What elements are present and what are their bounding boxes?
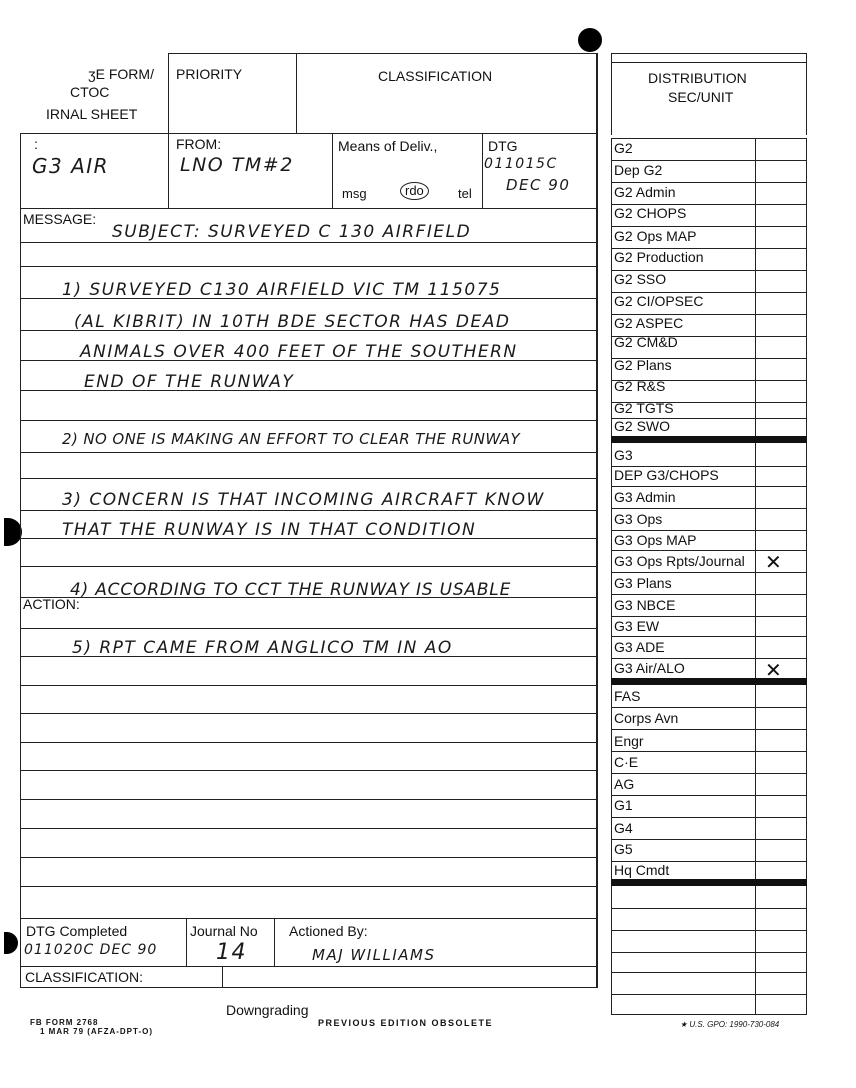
dist-item-g2-plans: G2 Plans — [614, 357, 672, 373]
dist-item-ag: AG — [614, 776, 635, 792]
dist-item-g3-ade: G3 ADE — [614, 639, 665, 655]
form-title-line3: IRNAL SHEET — [46, 106, 138, 122]
dist-item-g2-tgts: G2 TGTS — [614, 400, 674, 416]
dtg-completed-label: DTG Completed — [26, 923, 128, 939]
priority-label: PRIORITY — [176, 66, 243, 82]
dist-item-g1: G1 — [614, 797, 633, 813]
actioned-by-value: MAJ WILLIAMS — [312, 946, 436, 964]
dist-item-ce: C·E — [614, 754, 639, 770]
action-label: ACTION: — [23, 596, 80, 612]
dist-item-g2-sso: G2 SSO — [614, 271, 667, 287]
dist-item-g3: G3 — [614, 447, 633, 463]
means-rdo — [400, 182, 429, 200]
message-label: MESSAGE: — [23, 211, 97, 227]
dist-item-hq-cmdt: Hq Cmdt — [614, 862, 670, 878]
dist-item-corps-avn: Corps Avn — [614, 710, 679, 726]
dist-item-g2: G2 — [614, 140, 633, 156]
message-line-6: 3) CONCERN IS THAT INCOMING AIRCRAFT KNOW — [62, 490, 545, 510]
dtg-value-line2: DEC 90 — [506, 176, 571, 194]
distribution-label: DISTRIBUTION — [648, 70, 747, 86]
message-subject: SUBJECT: SURVEYED C 130 AIRFIELD — [112, 222, 472, 242]
previous-edition-note: PREVIOUS EDITION OBSOLETE — [318, 1018, 494, 1028]
message-line-2: (AL KIBRIT) IN 10TH BDE SECTOR HAS DEAD — [74, 312, 511, 332]
journal-no-value: 14 — [216, 940, 247, 965]
gpo-note: ★ U.S. GPO: 1990-730-084 — [680, 1020, 780, 1029]
check-mark-air-alo: ✕ — [765, 660, 782, 682]
from-label: FROM: — [176, 136, 222, 152]
dist-item-g3-plans: G3 Plans — [614, 575, 672, 591]
dist-item-dep-g3-chops: DEP G3/CHOPS — [614, 467, 719, 483]
dtg-completed-value: 011020C DEC 90 — [24, 942, 158, 958]
dist-item-g2-ci-opsec: G2 CI/OPSEC — [614, 293, 704, 309]
form-id-line2: 1 MAR 79 (AFZA-DPT-O) — [40, 1027, 153, 1036]
dist-item-dep-g2: Dep G2 — [614, 162, 663, 178]
footer-classification-label: CLASSIFICATION: — [25, 969, 143, 985]
registration-dot — [578, 28, 602, 52]
actioned-by-label: Actioned By: — [289, 923, 368, 939]
means-of-delivery-label: Means of Deliv., — [338, 138, 438, 154]
dist-item-g2-admin: G2 Admin — [614, 184, 676, 200]
dist-item-g4: G4 — [614, 820, 633, 836]
classification-label: CLASSIFICATION — [378, 68, 493, 84]
downgrading-label: Downgrading — [226, 1002, 309, 1018]
dist-item-g3-ew: G3 EW — [614, 618, 660, 634]
dist-item-g3-ops-rpts-journal: G3 Ops Rpts/Journal — [614, 553, 745, 569]
message-line-7: THAT THE RUNWAY IS IN THAT CONDITION — [62, 520, 477, 540]
dist-item-g2-swo: G2 SWO — [614, 418, 671, 434]
dist-item-g2-aspec: G2 ASPEC — [614, 315, 684, 331]
message-line-1: 1) SURVEYED C130 AIRFIELD VIC TM 115075 — [62, 280, 502, 300]
message-line-5: 2) NO ONE IS MAKING AN EFFORT TO CLEAR THE RUNWAY — [62, 430, 521, 448]
registration-dot — [4, 932, 18, 954]
dist-item-g3-admin: G3 Admin — [614, 489, 676, 505]
dist-item-engr: Engr — [614, 733, 644, 749]
message-line-4: END OF THE RUNWAY — [84, 372, 295, 392]
dist-item-g2-chops: G2 CHOPS — [614, 205, 687, 221]
dist-item-g2-rs: G2 R&S — [614, 378, 666, 394]
dist-item-g3-ops-map: G3 Ops MAP — [614, 532, 697, 548]
dist-item-g3-nbce: G3 NBCE — [614, 597, 676, 613]
dist-item-g2-cmd: G2 CM&D — [614, 334, 678, 350]
from-value: LNO TM#2 — [180, 154, 294, 176]
journal-no-label: Journal No — [190, 923, 258, 939]
dtg-value-line1: 011015C — [484, 156, 558, 172]
sec-unit-label: SEC/UNIT — [668, 89, 734, 105]
dtg-label: DTG — [488, 138, 518, 154]
dist-item-g2-production: G2 Production — [614, 249, 704, 265]
form-title-line2: CTOC — [70, 84, 110, 100]
dist-item-g2-ops-map: G2 Ops MAP — [614, 228, 697, 244]
form-title-line1: ʒE FORM/ — [88, 66, 154, 82]
message-line-3: ANIMALS OVER 400 FEET OF THE SOUTHERN — [80, 342, 518, 362]
means-msg: msg — [342, 186, 367, 201]
means-tel: tel — [458, 186, 472, 201]
dist-item-fas: FAS — [614, 688, 641, 704]
dist-item-g5: G5 — [614, 841, 633, 857]
message-line-8: 4) ACCORDING TO CCT THE RUNWAY IS USABLE — [70, 580, 512, 600]
form-id-line1: FB FORM 2768 — [30, 1018, 99, 1027]
rdo-circled: rdo — [400, 182, 429, 200]
check-mark-ops-rpts-journal: ✕ — [765, 552, 782, 574]
message-line-9: 5) RPT CAME FROM ANGLICO TM IN AO — [72, 638, 453, 658]
dist-item-g3-ops: G3 Ops — [614, 511, 663, 527]
to-label: : — [34, 136, 38, 152]
dist-item-g3-air-alo: G3 Air/ALO — [614, 660, 685, 676]
to-value: G3 AIR — [32, 154, 110, 178]
